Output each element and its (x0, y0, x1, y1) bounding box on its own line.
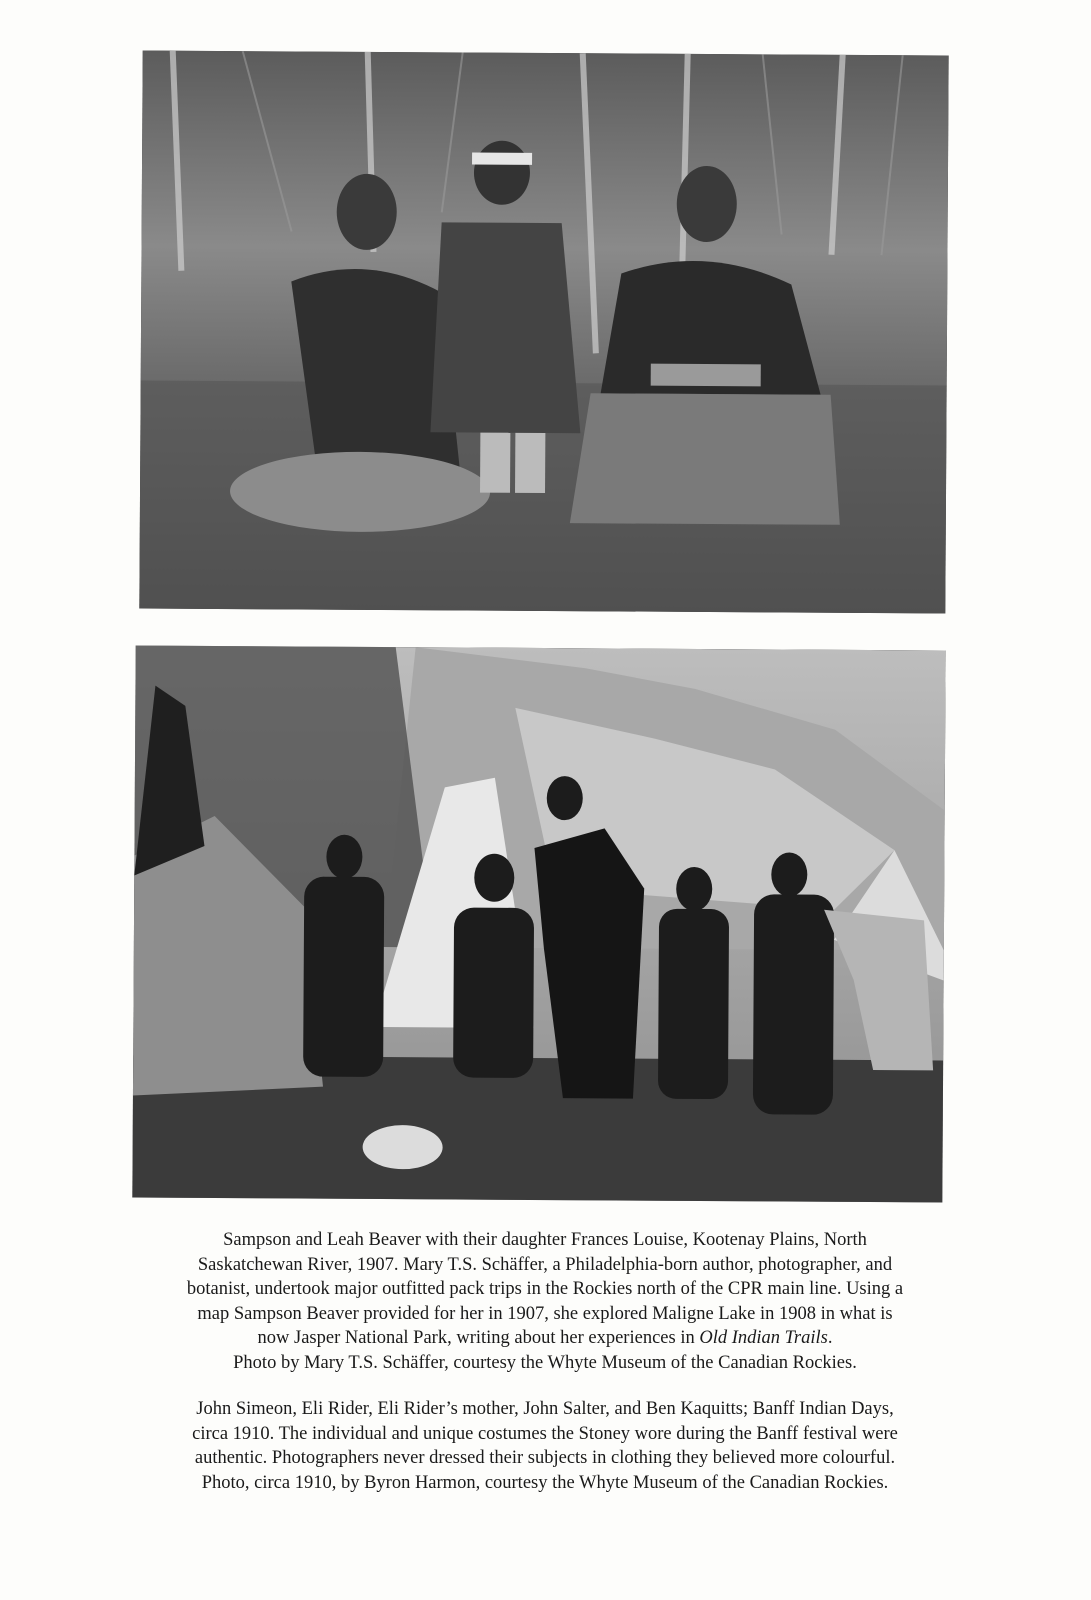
caption-text: now Jasper National Park, writing about her experiences in (257, 1328, 700, 1348)
caption-family-photo (130, 1228, 960, 1375)
caption-line: Sampson and Leah Beaver with their daughter Frances Louise, Kootenay Plains, North (223, 1230, 867, 1250)
family-portrait-image (139, 51, 948, 614)
caption-line: authentic. Photographers never dressed their subjects in clothing they believed more colourful. (194, 1448, 896, 1468)
caption-line (130, 1326, 960, 1351)
family-portrait-photo (139, 51, 948, 614)
group-tipi-mountain-image (132, 646, 945, 1203)
photo-credit: Photo by Mary T.S. Schäffer, courtesy the Whyte Museum of the Canadian Rockies. (233, 1352, 857, 1373)
book-title: Old Indian Trails (699, 1328, 828, 1348)
group-tipi-mountain-photo (132, 646, 945, 1203)
photo-credit: Photo, circa 1910, by Byron Harmon, courtesy the Whyte Museum of the Canadian Rockies. (201, 1472, 889, 1493)
captions (130, 1228, 960, 1495)
caption-text: . (827, 1328, 833, 1348)
caption-line: circa 1910. The individual and unique costumes the Stoney wore during the Banff festival were (192, 1423, 898, 1444)
caption-line: Saskatchewan River, 1907. Mary T.S. Schäffer, a Philadelphia-born author, photographer, and (197, 1254, 893, 1275)
caption-line: John Simeon, Eli Rider, Eli Rider’s mother, John Salter, and Ben Kaquitts; Banff Indian Days, (196, 1399, 894, 1419)
caption-line: map Sampson Beaver provided for her in 1907, she explored Maligne Lake in 1908 in what is (197, 1303, 893, 1324)
caption-line: botanist, undertook major outfitted pack trips in the Rockies north of the CPR main line. Using a (186, 1279, 904, 1299)
caption-group-photo (130, 1397, 960, 1495)
